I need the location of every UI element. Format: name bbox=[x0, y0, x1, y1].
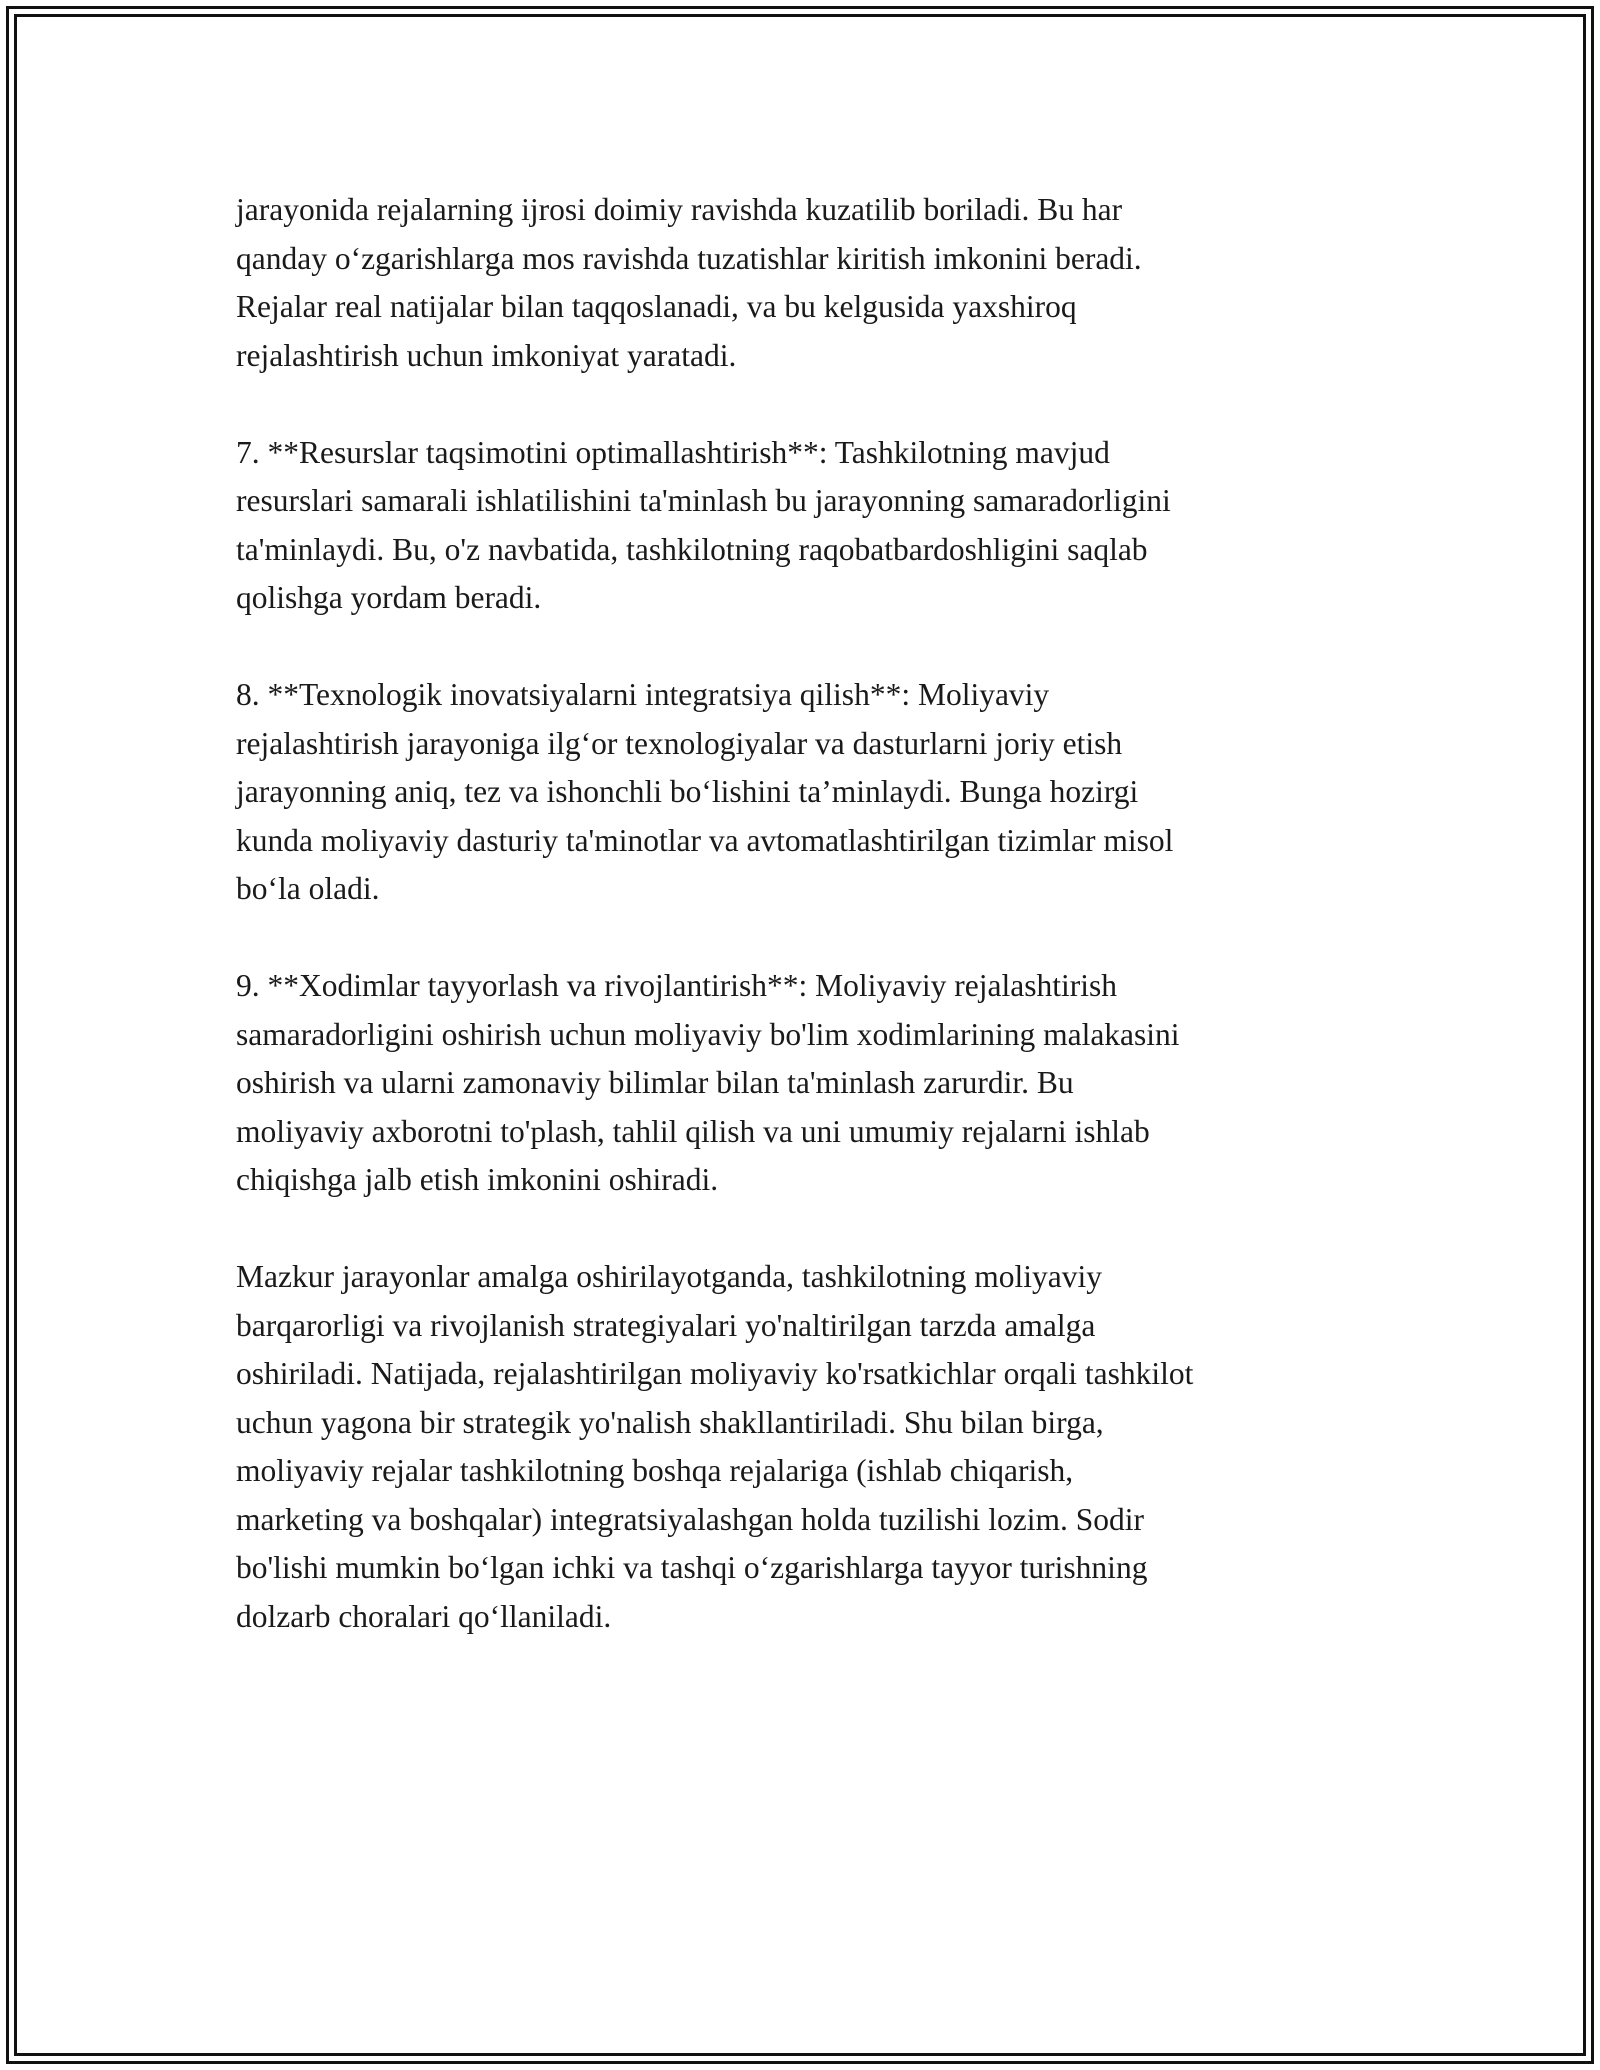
text-line: kunda moliyaviy dasturiy ta'minotlar va avtomatlashtirilgan tizimlar misol bbox=[236, 822, 1174, 858]
text-line: moliyaviy rejalar tashkilotning boshqa rejalariga (ishlab chiqarish, bbox=[236, 1453, 1074, 1488]
text-line: Mazkur jarayonlar amalga oshirilayotganda, tashkilotning moliyaviy bbox=[236, 1259, 1103, 1294]
text-line: moliyaviy axborotni to'plash, tahlil qilish va uni umumiy rejalarni ishlab bbox=[236, 1113, 1150, 1149]
paragraph-item-8 bbox=[236, 671, 1376, 914]
paragraph-item-9 bbox=[236, 962, 1376, 1205]
text-line: 7. **Resurslar taqsimotini optimallashtirish**: Tashkilotning mavjud bbox=[236, 434, 1110, 470]
text-line: chiqishga jalb etish imkonini oshiradi. bbox=[236, 1162, 719, 1197]
text-line: resurslari samarali ishlatilishini ta'minlash bu jarayonning samaradorligini bbox=[236, 483, 1171, 518]
text-line: dolzarb choralari qo‘llaniladi. bbox=[236, 1598, 612, 1634]
text-line: 8. **Texnologik inovatsiyalarni integratsiya qilish**: Moliyaviy bbox=[236, 677, 1050, 712]
text-line: bo'lishi mumkin bo‘lgan ichki va tashqi o‘zgarishlarga tayyor turishning bbox=[236, 1550, 1148, 1585]
text-line: samaradorligini oshirish uchun moliyaviy bo'lim xodimlarining malakasini bbox=[236, 1016, 1180, 1052]
paragraph-conclusion bbox=[236, 1253, 1376, 1641]
text-line: jarayonning aniq, tez va ishonchli bo‘lishini ta’minlaydi. Bunga hozirgi bbox=[236, 774, 1139, 809]
paragraph-item-7 bbox=[236, 429, 1376, 623]
text-line: rejalashtirish uchun imkoniyat yaratadi. bbox=[236, 337, 737, 373]
text-line: uchun yagona bir strategik yo'nalish shakllantiriladi. Shu bilan birga, bbox=[236, 1404, 1104, 1440]
text-line: qolishga yordam beradi. bbox=[236, 580, 542, 615]
text-line: jarayonida rejalarning ijrosi doimiy ravishda kuzatilib boriladi. Bu har bbox=[236, 192, 1123, 227]
text-line: qanday o‘zgarishlarga mos ravishda tuzatishlar kiritish imkonini beradi. bbox=[236, 240, 1142, 276]
text-line: bo‘la oladi. bbox=[236, 871, 380, 906]
text-line: oshiriladi. Natijada, rejalashtirilgan moliyaviy ko'rsatkichlar orqali tashkilot bbox=[236, 1356, 1194, 1391]
text-line: oshirish va ularni zamonaviy bilimlar bilan ta'minlash zarurdir. Bu bbox=[236, 1065, 1074, 1100]
text-line: 9. **Xodimlar tayyorlash va rivojlantirish**: Moliyaviy rejalashtirish bbox=[236, 968, 1117, 1003]
paragraph-monitoring bbox=[236, 186, 1376, 380]
text-line: Rejalar real natijalar bilan taqqoslanadi, va bu kelgusida yaxshiroq bbox=[236, 289, 1077, 324]
text-line: marketing va boshqalar) integratsiyalashgan holda tuzilishi lozim. Sodir bbox=[236, 1501, 1145, 1537]
document-body bbox=[236, 186, 1376, 1690]
text-line: ta'minlaydi. Bu, o'z navbatida, tashkilotning raqobatbardoshligini saqlab bbox=[236, 531, 1148, 567]
text-line: rejalashtirish jarayoniga ilg‘or texnologiyalar va dasturlarni joriy etish bbox=[236, 725, 1123, 761]
text-line: barqarorligi va rivojlanish strategiyalari yo'naltirilgan tarzda amalga bbox=[236, 1307, 1096, 1343]
